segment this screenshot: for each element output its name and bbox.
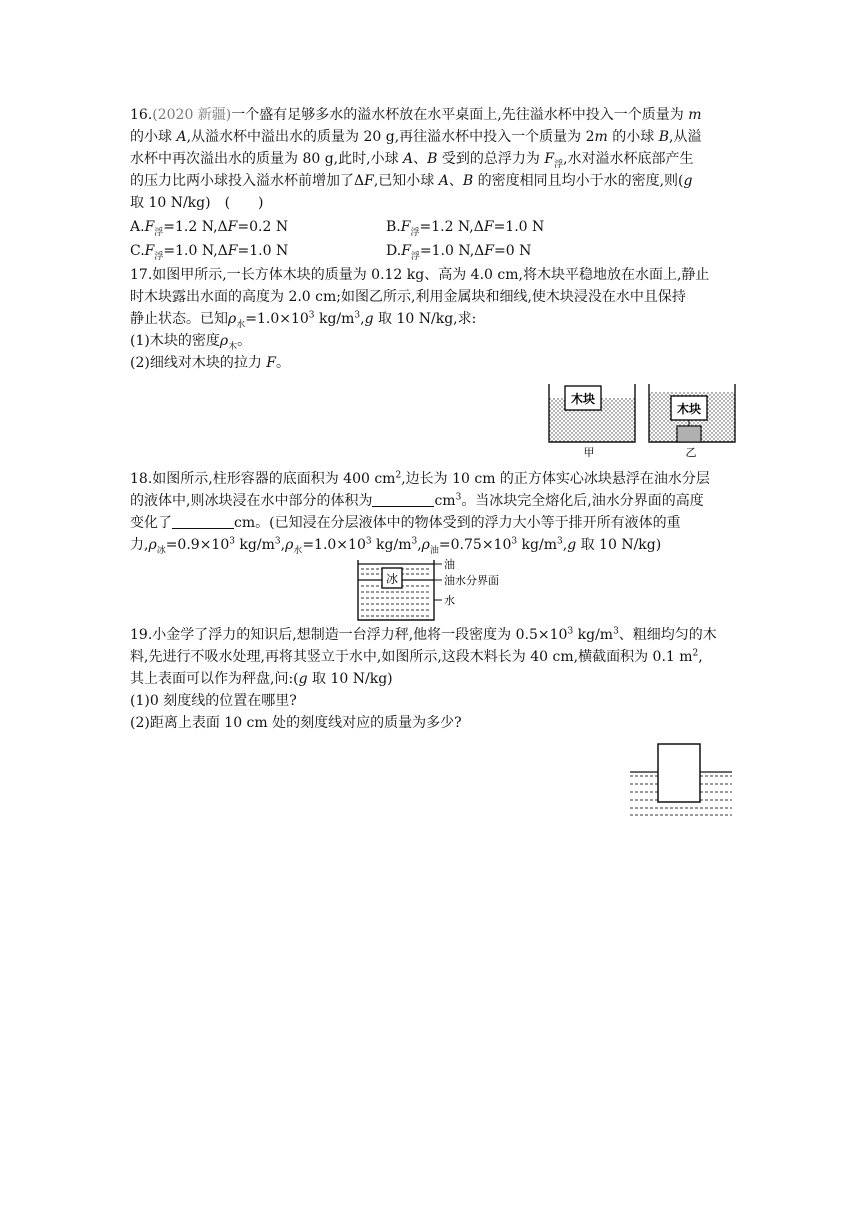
q16-option-c: $C.F_浮=1.0$ N,ΔF=1.0 N — [130, 243, 289, 262]
q19-line-2: 料,先进行不吸水处理,再将其竖立于水中,如图所示,这段木料长为 40 cm,横截面积为 0.1 $m^2$, — [130, 648, 703, 665]
q19-figure — [628, 740, 734, 820]
q16-line-1: 16.(2020 新疆)一个盛有足够多水的溢水杯放在水平桌面上,先往溢水杯中投入一个质量为 m — [130, 107, 702, 123]
caption-yi: 乙 — [685, 446, 697, 459]
q16-option-d: $D.F_浮=1.0$ N,ΔF=0 N — [386, 243, 532, 262]
caption-jia: 甲 — [583, 446, 595, 459]
q19-line-1: 19.小金学了浮力的知识后,想制造一台浮力秤,他将一段密度为 $0.5\times 10^3$ $kg/m^3$、粗细均匀的木 — [130, 626, 717, 643]
q18-line-3: 变化了 cm。(已知浸在分层液体中的物体受到的浮力大小等于排开所有液体的重 — [130, 515, 681, 531]
q16-line-3: 水杯中再次溢出水的质量为 80 g,此时,小球 A、B 受到的总浮力为 $F_浮$,水对溢水杯底部产生 — [130, 151, 694, 170]
interface-label: 油水分界面 — [444, 574, 499, 587]
q19-sub-2: (2)距离上表面 10 cm 处的刻度线对应的质量为多少? — [130, 715, 462, 731]
q17-line-1: 17.如图甲所示,一长方体木块的质量为 0.12 kg、高为 4.0 cm,将木块平稳地放在水面上,静止 — [130, 267, 710, 283]
answer-blank-2[interactable] — [172, 514, 234, 529]
q17-sub-2: (2)细线对木块的拉力 F。 — [130, 355, 290, 371]
q17-line-3: 静止状态。已知$\rho_水=1.0\times 10^3$ $kg/m^3,g$ 取 10 N/kg,求: — [130, 310, 477, 330]
q18-line-1: 18.如图所示,柱形容器的底面积为 400 $cm^2$,边长为 10 cm 的正方体实心冰块悬浮在油水分层 — [130, 470, 710, 487]
water-label: 水 — [444, 594, 455, 607]
figure-jia — [549, 384, 635, 459]
q18-line-4: 力$,\rho_冰=0.9\times 10^3$ $kg/m^3,\rho_水=1.0\times 10^3$ $kg/m^3,\rho_油=0.75\times 10^3$ $kg/m^3,g$ 取 10 N/kg) — [130, 536, 662, 556]
oil-label: 油 — [444, 558, 455, 571]
q16-option-a: $A.F_浮=1.2$ N,ΔF=0.2 N — [130, 219, 289, 238]
q17-line-2: 时木块露出水面的高度为 2.0 cm;如图乙所示,利用金属块和细线,使木块浸没在水中且保持 — [130, 289, 686, 305]
q16-line-4: 的压力比两小球投入溢水杯前增加了ΔF,已知小球 A、B 的密度相同且均小于水的密度,则(g — [130, 173, 693, 189]
q16-line-5: 取 10 N/kg) ( ) — [130, 195, 264, 211]
q16-source: (2020 新疆) — [152, 107, 232, 123]
figure-yi — [649, 384, 735, 459]
q17-sub-1: (1)木块的密度$\rho_木$。 — [130, 333, 252, 352]
metal-block — [677, 426, 701, 442]
ice-label: 冰 — [385, 572, 399, 586]
q17-figure — [545, 378, 740, 460]
answer-blank-1[interactable] — [372, 492, 434, 507]
wood-block-label-yi: 木块 — [676, 402, 702, 416]
q19-line-3: 其上表面可以作为秤盘,问:(g 取 10 N/kg) — [130, 671, 393, 687]
q16-line-2: 的小球 A,从溢水杯中溢出水的质量为 20 g,再往溢水杯中投入一个质量为 2m 的小球 B,从溢 — [130, 129, 702, 145]
wood-block-label-jia: 木块 — [570, 392, 596, 406]
q19-sub-1: (1)0 刻度线的位置在哪里? — [130, 693, 297, 709]
wood-column — [658, 744, 700, 802]
q16-option-b: $B.F_浮=1.2$ N,ΔF=1.0 N — [386, 219, 545, 238]
q18-figure — [354, 556, 514, 624]
q18-line-2: 的液体中,则冰块浸在水中部分的体积为 $cm^3$。当冰块完全熔化后,油水分界面的高度 — [130, 492, 704, 509]
